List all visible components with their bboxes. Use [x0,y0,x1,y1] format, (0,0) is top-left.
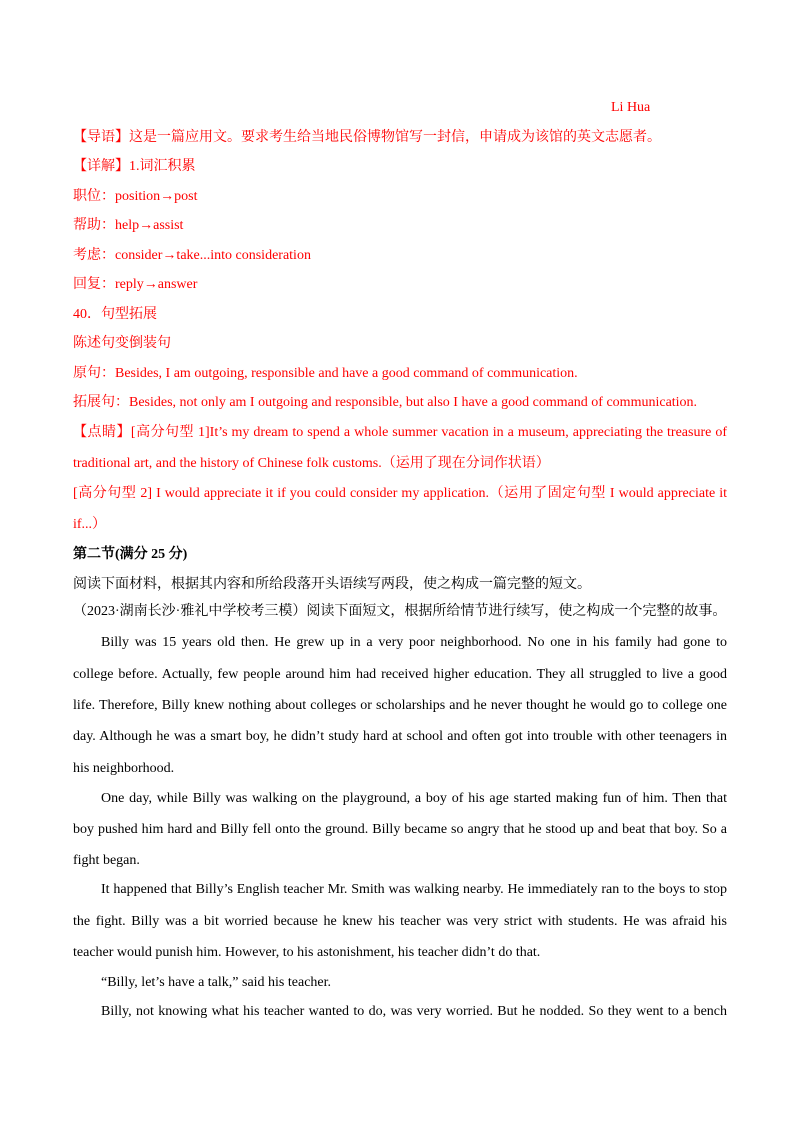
vocab-item: 职位：position→post [73,189,198,204]
comment-line: 【点睛】[高分句型 1]It’s my dream to spend a whole summer vacation in a museum, appreciating the treasure of [73,425,727,440]
paragraph-line: One day, while Billy was walking on the playground, a boy of his age started making fun of him. Then that [101,791,727,806]
pattern-type: 陈述句变倒装句 [73,336,171,351]
paragraph-line: day. Although he was a smart boy, he didn’t study hard at school and often got into trouble with other teenagers in [73,729,727,744]
vocab-item: 考虑：consider→take...into consideration [73,248,311,263]
paragraph-line: Billy was 15 years old then. He grew up in a very poor neighborhood. No one in his family had gone to [101,635,727,650]
detail-header: 【详解】1.词汇积累 [73,159,196,174]
original-sentence: 原句：Besides, I am outgoing, responsible and have a good command of communication. [73,366,578,381]
guide-text: 【导语】这是一篇应用文。要求考生给当地民俗博物馆写一封信，申请成为该馆的英文志愿者。 [73,130,661,145]
paragraph-line: boy pushed him hard and Billy fell onto the ground. Billy became so angry that he stood up and beat that boy. So a [73,822,727,837]
comment-line: if...） [73,517,107,532]
expanded-sentence: 拓展句：Besides, not only am I outgoing and responsible, but also I have a good command of communication. [73,395,698,410]
comment-line: [高分句型 2] I would appreciate it if you could consider my application.（运用了固定句型 I would appreciate it [73,486,727,501]
source-text: （2023·湖南长沙·雅礼中学校考三模）阅读下面短文，根据所给情节进行续写，使之构成一个完整的故事。 [73,604,727,619]
paragraph-line: his neighborhood. [73,761,175,776]
paragraph-line: the fight. Billy was a bit worried because he knew his teacher was very strict with students. He was afraid his [73,914,727,929]
paragraph-line: It happened that Billy’s English teacher Mr. Smith was walking nearby. He immediately ran to the boys to stop [101,882,727,897]
paragraph-line: “Billy, let’s have a talk,” said his teacher. [101,975,332,990]
paragraph-line: life. Therefore, Billy knew nothing about colleges or scholarships and he never thought he would go to college one [73,698,727,713]
paragraph-line: college before. Actually, few people around him had received higher education. They all struggled to live a good [73,667,727,682]
vocab-item: 回复：reply→answer [73,277,198,292]
pattern-header: 40．句型拓展 [73,307,157,322]
section-heading: 第二节(满分 25 分) [73,547,188,562]
paragraph-line: teacher would punish him. However, to his astonishment, his teacher didn’t do that. [73,945,541,960]
vocab-item: 帮助：help→assist [73,218,184,233]
instruction-text: 阅读下面材料，根据其内容和所给段落开头语续写两段，使之构成一篇完整的短文。 [73,577,591,592]
paragraph-line: Billy, not knowing what his teacher wanted to do, was very worried. But he nodded. So they went to a bench [101,1004,727,1019]
paragraph-line: fight began. [73,853,140,868]
signature: Li Hua [611,100,651,115]
comment-line: traditional art, and the history of Chinese folk customs.（运用了现在分词作状语） [73,456,550,471]
